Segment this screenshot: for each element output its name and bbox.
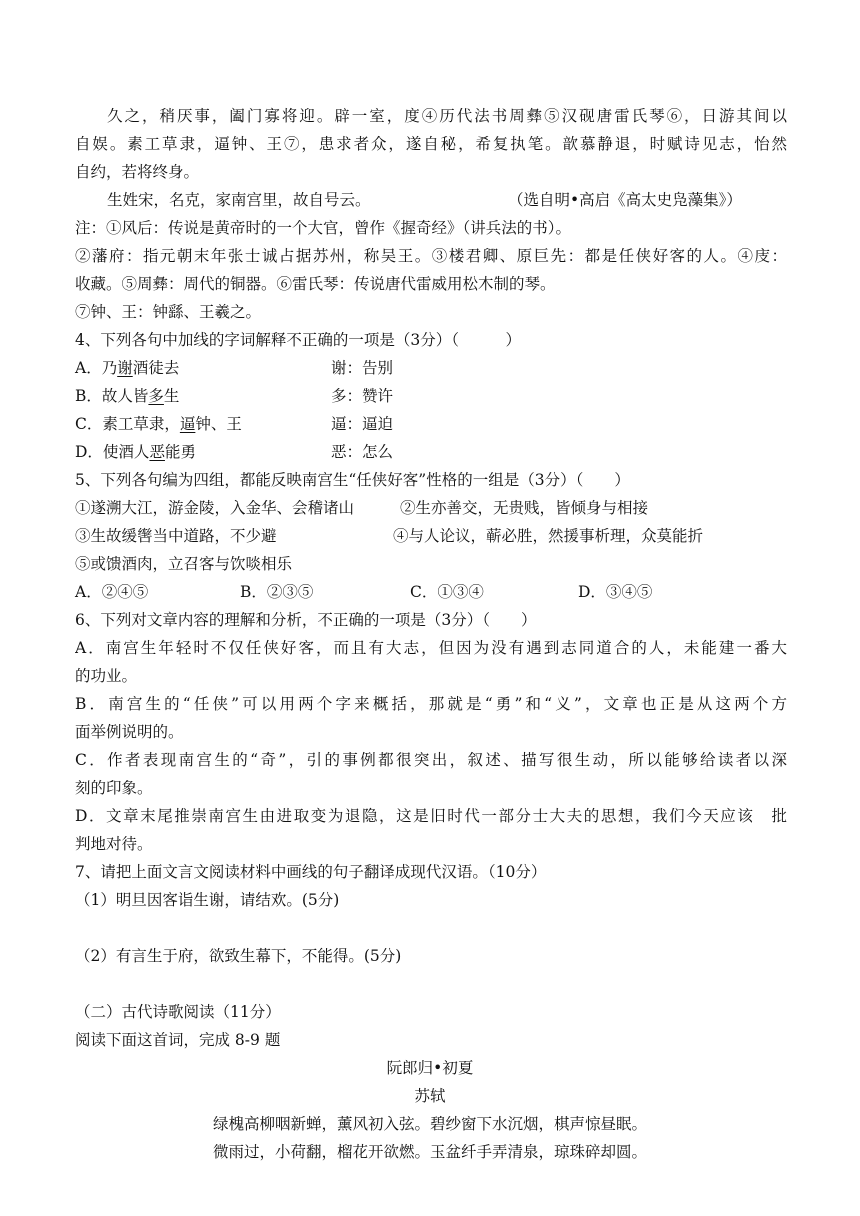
q5-option-c: C．①③④	[410, 583, 484, 601]
question-5-stem: 5、下列各句编为四组，都能反映南宫生“任侠好客”性格的一组是（3分）（ ）	[75, 471, 630, 489]
poem-title: 阮郎归•初夏	[386, 1059, 474, 1077]
q5-option-d: D．③④⑤	[578, 583, 653, 601]
passage-line: 自约，若将终身。	[75, 163, 200, 181]
q5-sentence-4: ④与人论议，蕲必胜，然援事析理，众莫能折	[393, 527, 704, 545]
q6-option-d: D．文章末尾推崇南宫生由进取变为退隐，这是旧时代一部分士大夫的思想，我们今天应该 批	[75, 807, 787, 825]
q4-option-a-gloss: 谢：告别	[331, 359, 394, 377]
q4-option-b-gloss: 多：赞许	[331, 387, 394, 405]
q5-option-b: B．②③⑤	[240, 583, 314, 601]
passage-line: 生姓宋，名克，家南宫里，故自号云。	[107, 191, 371, 209]
question-6-stem: 6、下列对文章内容的理解和分析，不正确的一项是（3分）（ ）	[75, 611, 537, 629]
note-line: ⑦钟、王：钟繇、王羲之。	[75, 303, 262, 321]
q4-option-b: B．故人皆多生	[75, 387, 180, 405]
poem-line: 微雨过，小荷翻，榴花开欲燃。玉盆纤手弄清泉，琼珠碎却圆。	[212, 1143, 647, 1161]
question-7-stem: 7、请把上面文言文阅读材料中画线的句子翻译成现代汉语。（10分）	[75, 863, 547, 881]
source-citation: （选自明•高启《高太史凫藻集》）	[508, 191, 742, 209]
q4-option-d: D．使酒人恶能勇	[75, 443, 196, 461]
poem-line: 绿槐高柳咽新蝉，薰风初入弦。碧纱窗下水沉烟，棋声惊昼眠。	[212, 1115, 647, 1133]
section-heading: （二）古代诗歌阅读（11分）	[75, 1003, 281, 1021]
passage-line: 久之，稍厌事，阖门寡将迎。辟一室，度④历代法书周彝⑤汉砚唐雷氏琴⑥，日游其间以	[107, 107, 787, 125]
q4-option-a: A．乃谢酒徒去	[75, 359, 180, 377]
q5-sentence-1: ①遂溯大江，游金陵，入金华、会稽诸山	[75, 499, 355, 517]
note-line: ②藩府：指元朝末年张士诚占据苏州，称吴王。③楼君卿、原巨先：都是任侠好客的人。④庋：	[75, 247, 787, 265]
q6-option-a: A．南宫生年轻时不仅任侠好客，而且有大志，但因为没有遇到志同道合的人，未能建一番大	[75, 639, 787, 657]
q7-sentence-2: （2）有言生于府，欲致生幕下，不能得。(5分)	[75, 947, 402, 965]
q5-sentence-3: ③生故缓辔当中道路，不少避	[75, 527, 277, 545]
q5-sentence-5: ⑤或馈酒肉，立召客与饮啖相乐	[75, 555, 293, 573]
q5-sentence-2: ②生亦善交，无贵贱，皆倾身与相接	[400, 499, 649, 517]
poem-author: 苏轼	[414, 1087, 446, 1105]
q6-option-b-cont: 面举例说明的。	[75, 723, 184, 741]
q6-option-c: C．作者表现南宫生的“奇”，引的事例都很突出，叙述、描写很生动，所以能够给读者以深	[75, 751, 787, 769]
q6-option-a-cont: 的功业。	[75, 667, 138, 685]
q4-option-d-gloss: 恶：怎么	[331, 443, 394, 461]
q4-option-c: C．素工草隶，逼钟、王	[75, 415, 242, 433]
q6-option-b: B．南宫生的“任侠”可以用两个字来概括，那就是“勇”和“义”，文章也正是从这两个方	[75, 695, 787, 713]
q6-option-d-cont: 判地对待。	[75, 835, 153, 853]
q7-sentence-1: （1）明旦因客诣生谢，请结欢。(5分)	[75, 891, 340, 909]
q6-option-c-cont: 刻的印象。	[75, 779, 153, 797]
note-line: 注：①风后：传说是黄帝时的一个大官，曾作《握奇经》（讲兵法的书）。	[75, 219, 572, 237]
q4-option-c-gloss: 逼：逼迫	[331, 415, 394, 433]
section-instruction: 阅读下面这首词，完成 8-9 题	[75, 1031, 281, 1049]
q5-option-a: A．②④⑤	[75, 583, 149, 601]
note-line: 收藏。⑤周彝：周代的铜器。⑥雷氏琴：传说唐代雷威用松木制的琴。	[75, 275, 556, 293]
question-4-stem: 4、下列各句中加线的字词解释不正确的一项是（3分）（ ）	[75, 331, 521, 349]
passage-line: 自娱。素工草隶，逼钟、王⑦，患求者众，遂自秘，希复执笔。歆慕静退，时赋诗见志，怡然	[75, 135, 787, 153]
